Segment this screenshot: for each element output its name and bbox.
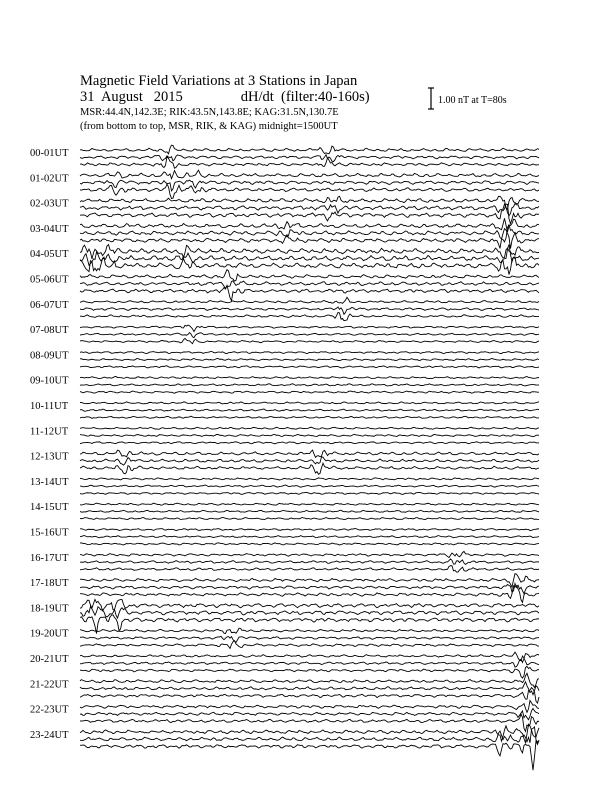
trace-14-15UT-MSR	[80, 517, 539, 519]
trace-20-21UT-MSR	[80, 666, 539, 678]
trace-04-05UT-RIK	[80, 245, 539, 266]
trace-01-02UT-MSR	[80, 184, 539, 198]
row-label-00-01UT: 00-01UT	[30, 148, 69, 159]
trace-17-18UT-MSR	[80, 586, 539, 603]
trace-05-06UT-RIK	[80, 281, 539, 289]
trace-08-09UT-MSR	[80, 366, 539, 368]
trace-23-24UT-RIK	[80, 727, 539, 743]
trace-05-06UT-MSR	[80, 285, 539, 300]
row-label-23-24UT: 23-24UT	[30, 729, 69, 741]
trace-20-21UT-RIK	[80, 656, 539, 667]
trace-22-23UT-MSR	[80, 714, 539, 731]
trace-05-06UT-KAG	[80, 270, 539, 282]
trace-16-17UT-RIK	[80, 559, 539, 564]
trace-15-16UT-MSR	[80, 543, 539, 545]
row-label-06-07UT: 06-07UT	[30, 299, 69, 311]
row-label-22-23UT: 22-23UT	[30, 704, 69, 716]
station-order-note: (from bottom to top, MSR, RIK, & KAG) midnight=1500UT	[80, 121, 338, 132]
trace-03-04UT-MSR	[80, 229, 539, 249]
trace-01-02UT-RIK	[80, 180, 539, 191]
row-label-13-14UT: 13-14UT	[30, 476, 69, 488]
trace-21-22UT-RIK	[80, 682, 539, 695]
trace-10-11UT-KAG	[80, 402, 539, 404]
trace-06-07UT-MSR	[80, 313, 539, 321]
trace-15-16UT-KAG	[80, 529, 539, 531]
trace-11-12UT-KAG	[80, 427, 539, 429]
trace-18-19UT-KAG	[80, 599, 539, 610]
trace-00-01UT-RIK	[80, 155, 539, 162]
trace-13-14UT-KAG	[80, 478, 539, 480]
trace-21-22UT-MSR	[80, 688, 539, 703]
trace-01-02UT-KAG	[80, 170, 539, 178]
trace-00-01UT-KAG	[80, 145, 539, 154]
trace-22-23UT-KAG	[80, 700, 539, 712]
row-label-19-20UT: 19-20UT	[30, 628, 69, 640]
trace-20-21UT-KAG	[80, 652, 539, 662]
trace-07-08UT-RIK	[80, 333, 539, 338]
quantity-label: dH/dt (filter:40-160s)	[240, 89, 370, 105]
trace-19-20UT-RIK	[80, 636, 539, 642]
date-label: 31 August 2015	[80, 89, 183, 105]
trace-10-11UT-RIK	[80, 409, 539, 411]
trace-22-23UT-RIK	[80, 708, 539, 719]
station-coordinates: MSR:44.4N,142.3E; RIK:43.5N,143.8E; KAG:31.5N,130.7E	[80, 107, 339, 118]
trace-11-12UT-MSR	[80, 442, 539, 444]
trace-23-24UT-MSR	[80, 740, 539, 770]
trace-06-07UT-RIK	[80, 307, 539, 314]
row-label-01-02UT: 01-02UT	[30, 173, 69, 185]
trace-11-12UT-RIK	[80, 434, 539, 436]
trace-21-22UT-KAG	[80, 673, 539, 687]
row-label-10-11UT: 10-11UT	[30, 401, 69, 412]
row-label-03-04UT: 03-04UT	[30, 223, 69, 235]
row-label-09-10UT: 09-10UT	[30, 375, 69, 387]
trace-13-14UT-MSR	[80, 492, 539, 494]
trace-17-18UT-RIK	[80, 583, 539, 593]
trace-06-07UT-KAG	[80, 297, 539, 303]
row-label-16-17UT: 16-17UT	[30, 552, 69, 564]
trace-08-09UT-RIK	[80, 358, 539, 360]
trace-18-19UT-RIK	[80, 606, 539, 618]
chart-title: Magnetic Field Variations at 3 Stations in Japan	[80, 73, 358, 89]
trace-03-04UT-KAG	[80, 218, 539, 232]
row-label-04-05UT: 04-05UT	[30, 249, 69, 261]
trace-07-08UT-MSR	[80, 338, 539, 343]
row-label-14-15UT: 14-15UT	[30, 502, 69, 514]
trace-04-05UT-KAG	[80, 245, 539, 259]
trace-14-15UT-RIK	[80, 510, 539, 512]
trace-12-13UT-RIK	[80, 457, 539, 465]
row-label-11-12UT: 11-12UT	[30, 426, 69, 438]
trace-09-10UT-RIK	[80, 384, 539, 386]
trace-12-13UT-MSR	[80, 463, 539, 474]
trace-17-18UT-KAG	[80, 574, 539, 587]
trace-09-10UT-MSR	[80, 391, 539, 393]
trace-15-16UT-RIK	[80, 536, 539, 538]
trace-13-14UT-RIK	[80, 485, 539, 487]
trace-16-17UT-KAG	[80, 551, 539, 557]
trace-10-11UT-MSR	[80, 416, 539, 418]
trace-09-10UT-KAG	[80, 376, 539, 378]
row-label-05-06UT: 05-06UT	[30, 274, 69, 286]
row-label-08-09UT: 08-09UT	[30, 350, 69, 362]
row-label-18-19UT: 18-19UT	[30, 603, 69, 615]
row-label-07-08UT: 07-08UT	[30, 325, 69, 337]
scale-bar-label: 1.00 nT at T=80s	[438, 95, 507, 106]
trace-19-20UT-KAG	[80, 628, 539, 633]
row-label-21-22UT: 21-22UT	[30, 679, 69, 691]
trace-14-15UT-KAG	[80, 503, 539, 505]
trace-07-08UT-KAG	[80, 325, 539, 332]
row-label-02-03UT: 02-03UT	[30, 198, 69, 210]
trace-16-17UT-MSR	[80, 566, 539, 572]
trace-19-20UT-MSR	[80, 641, 539, 649]
row-label-12-13UT: 12-13UT	[30, 451, 69, 463]
trace-12-13UT-KAG	[80, 450, 539, 457]
row-label-20-21UT: 20-21UT	[30, 654, 69, 665]
row-label-15-16UT: 15-16UT	[30, 527, 69, 539]
row-label-17-18UT: 17-18UT	[30, 578, 69, 590]
trace-08-09UT-KAG	[80, 352, 539, 354]
